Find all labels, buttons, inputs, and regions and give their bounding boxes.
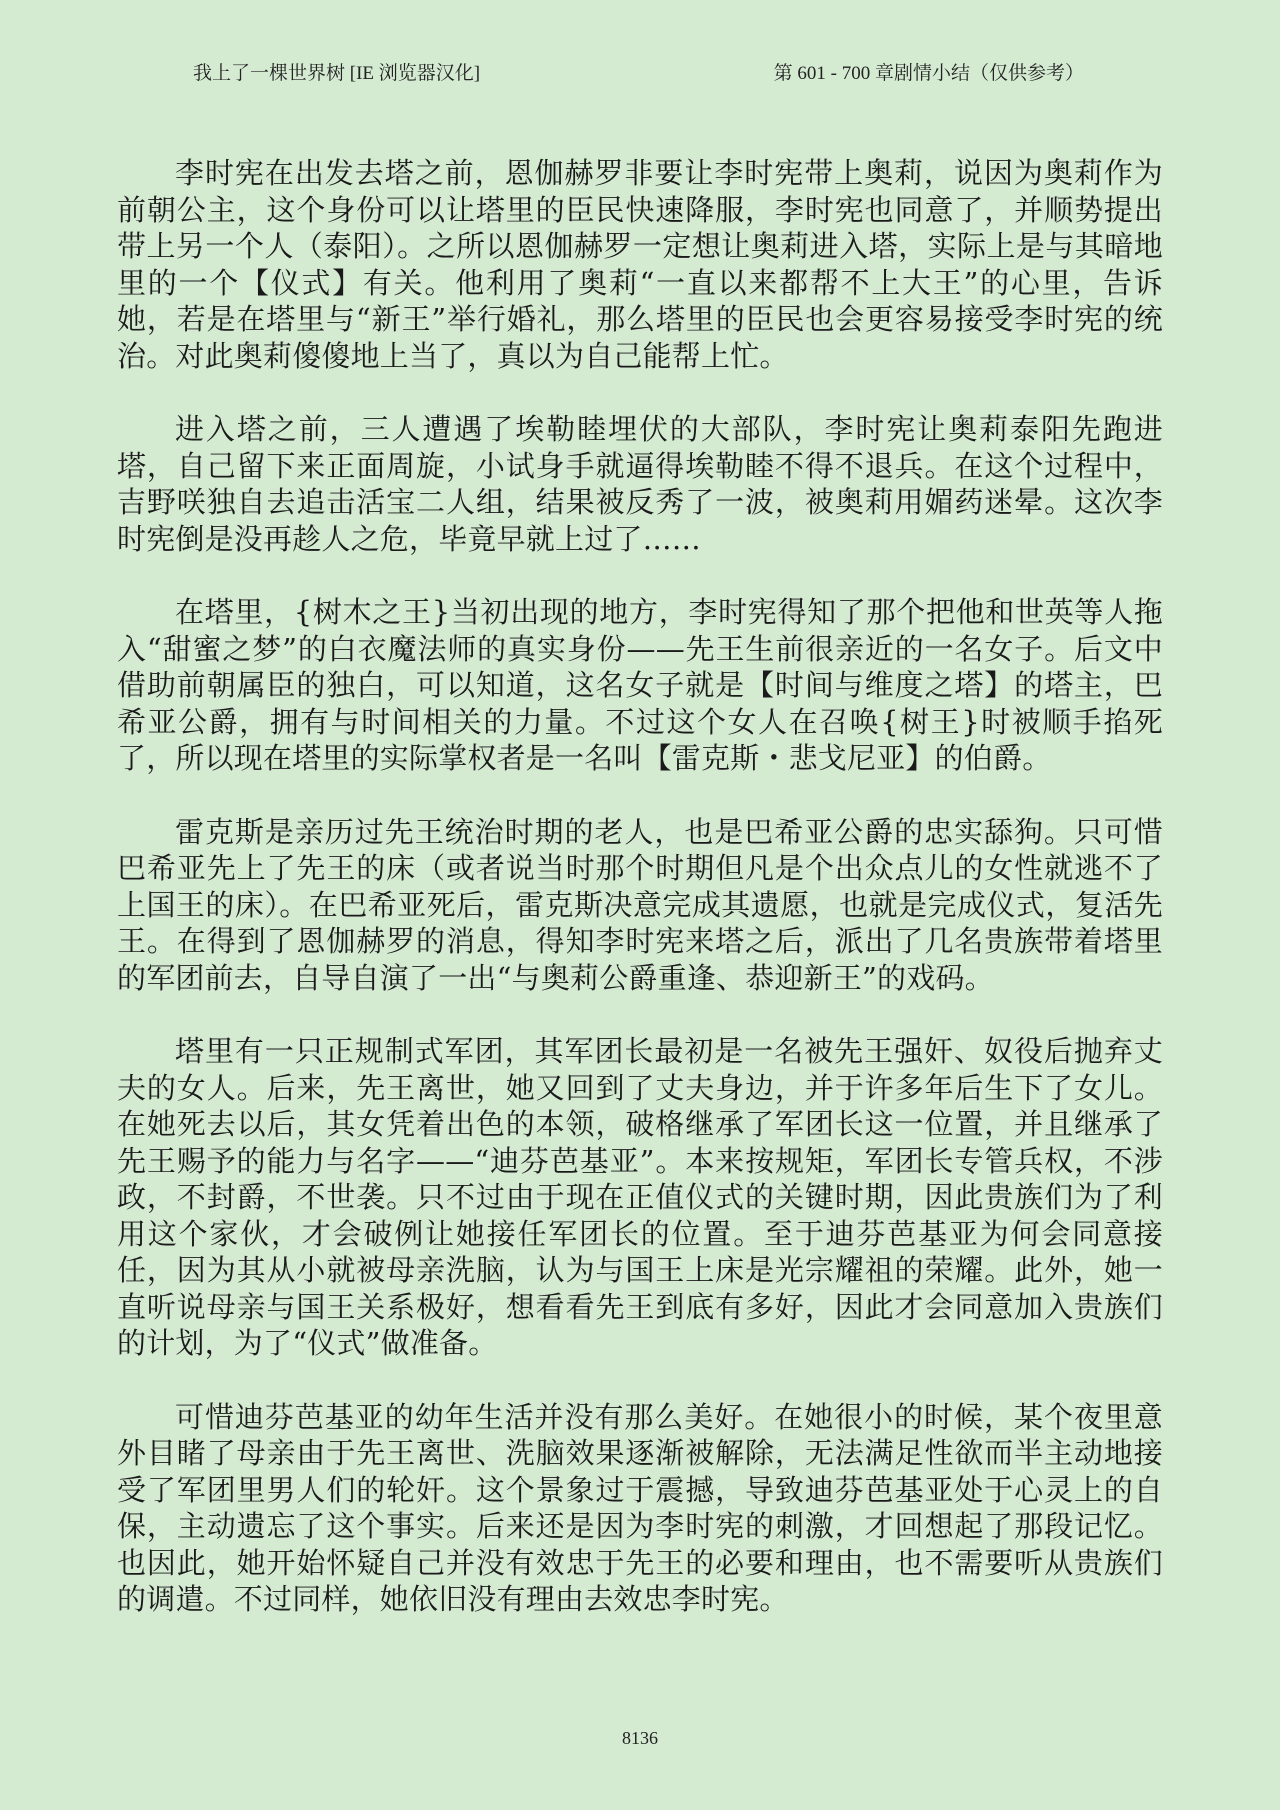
- paragraph: 李时宪在出发去塔之前，恩伽赫罗非要让李时宪带上奥莉，说因为奥莉作为前朝公主，这个身份可以让塔里的臣民快速降服，李时宪也同意了，并顺势提出带上另一个人（泰阳）。之所以恩伽赫罗一定想让奥莉进入塔，实际上是与其暗地里的一个【仪式】有关。他利用了奥莉“一直以来都帮不上大王”的心里，告诉她，若是在塔里与“新王”举行婚礼，那么塔里的臣民也会更容易接受李时宪的统治。对此奥莉傻傻地上当了，真以为自己能帮上忙。: [117, 156, 1163, 373]
- paragraph: 塔里有一只正规制式军团，其军团长最初是一名被先王强奸、奴役后抛弃丈夫的女人。后来，先王离世，她又回到了丈夫身边，并于许多年后生下了女儿。在她死去以后，其女凭着出色的本领，破格继承了军团长这一位置，并且继承了先王赐予的能力与名字——“迪芬芭基亚”。本来按规矩，军团长专管兵权，不涉政，不封爵，不世袭。只不过由于现在正值仪式的关键时期，因此贵族们为了利用这个家伙，才会破例让她接任军团长的位置。至于迪芬芭基亚为何会同意接任，因为其从小就被母亲洗脑，认为与国王上床是光宗耀祖的荣耀。此外，她一直听说母亲与国王关系极好，想看看先王到底有多好，因此才会同意加入贵族们的计划，为了“仪式”做准备。: [117, 1034, 1163, 1360]
- paragraph: 雷克斯是亲历过先王统治时期的老人，也是巴希亚公爵的忠实舔狗。只可惜巴希亚先上了先王的床（或者说当时那个时期但凡是个出众点儿的女性就逃不了上国王的床）。在巴希亚死后，雷克斯决意完成其遗愿，也就是完成仪式，复活先王。在得到了恩伽赫罗的消息，得知李时宪来塔之后，派出了几名贵族带着塔里的军团前去，自导自演了一出“与奥莉公爵重逢、恭迎新王”的戏码。: [117, 814, 1163, 995]
- header-book-title: 我上了一棵世界树 [IE 浏览器汉化]: [193, 63, 481, 84]
- body-text: [117, 155, 1163, 1655]
- paragraph: 可惜迪芬芭基亚的幼年生活并没有那么美好。在她很小的时候，某个夜里意外目睹了母亲由于先王离世、洗脑效果逐渐被解除，无法满足性欲而半主动地接受了军团里男人们的轮奸。这个景象过于震撼，导致迪芬芭基亚处于心灵上的自保，主动遗忘了这个事实。后来还是因为李时宪的刺激，才回想起了那段记忆。也因此，她开始怀疑自己并没有效忠于先王的必要和理由，也不需要听从贵族们的调遣。不过同样，她依旧没有理由去效忠李时宪。: [117, 1399, 1163, 1616]
- header-chapter-summary: 第 601 - 700 章剧情小结（仅供参考）: [773, 63, 1084, 84]
- page-number: 8136: [622, 1728, 658, 1748]
- page-header: [0, 58, 1280, 88]
- paragraph: 在塔里，{树木之王}当初出现的地方，李时宪得知了那个把他和世英等人拖入“甜蜜之梦”的白衣魔法师的真实身份——先王生前很亲近的一名女子。后文中借助前朝属臣的独白，可以知道，这名女子就是【时间与维度之塔】的塔主，巴希亚公爵，拥有与时间相关的力量。不过这个女人在召唤{树王}时被顺手掐死了，所以现在塔里的实际掌权者是一名叫【雷克斯・悲戈尼亚】的伯爵。: [117, 595, 1163, 775]
- paragraph: 进入塔之前，三人遭遇了埃勒睦埋伏的大部队，李时宪让奥莉泰阳先跑进塔，自己留下来正面周旋，小试身手就逼得埃勒睦不得不退兵。在这个过程中，吉野咲独自去追击活宝二人组，结果被反秀了一波，被奥莉用媚药迷晕。这次李时宪倒是没再趁人之危，毕竟早就上过了……: [117, 412, 1163, 556]
